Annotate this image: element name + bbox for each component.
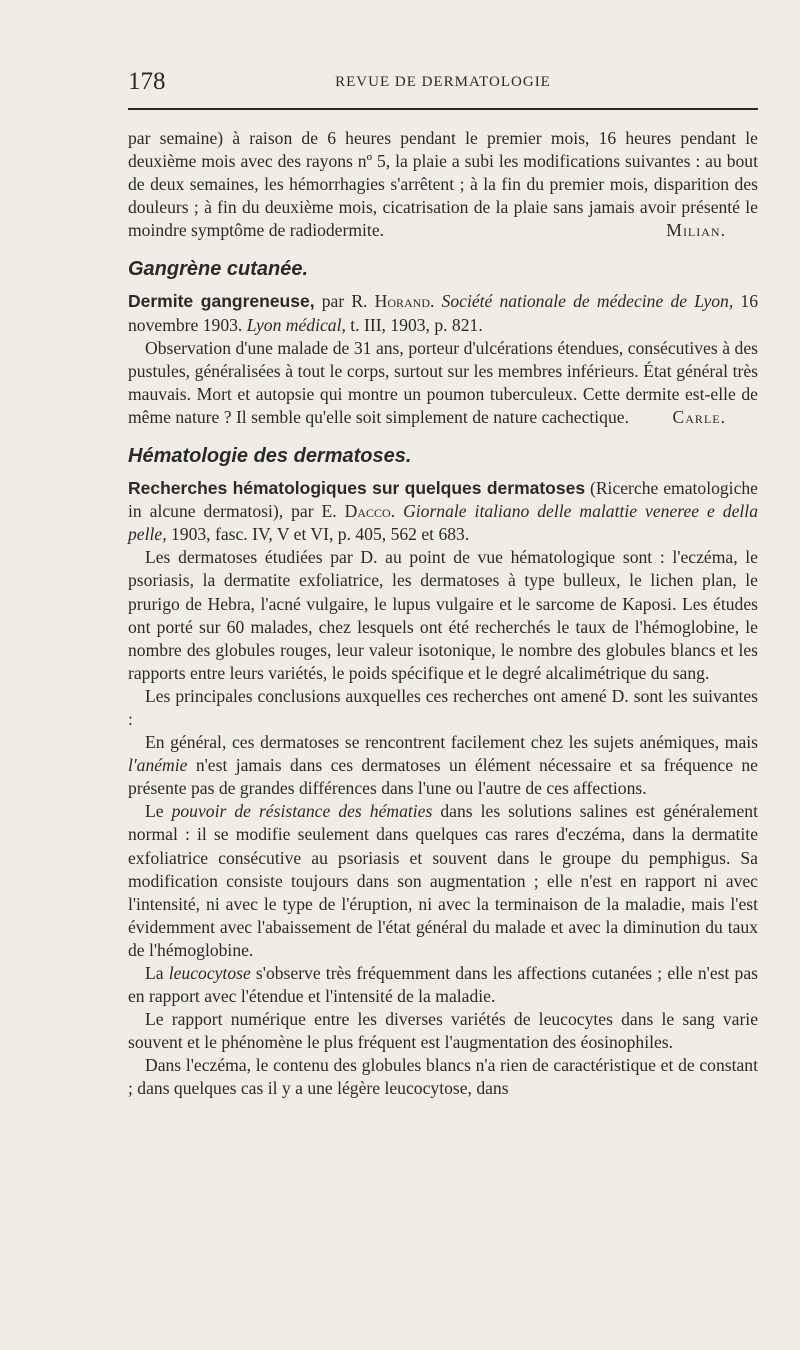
source-horand: Société nationale de médecine de Lyon, [434, 291, 734, 312]
paragraph-4 [128, 800, 758, 962]
author-dacco: Dacco. [344, 501, 396, 522]
page-number: 178 [128, 68, 166, 95]
paragraph-3-part-a: En général, ces dermatoses se rencontrent facilement chez les sujets anémiques, mais [145, 732, 758, 753]
journal-dacco: Giornale italiano delle malattie veneree e della pelle, [128, 501, 758, 545]
paragraph-4-part-b: dans les solutions salines est généralement normal : il se modifie seulement dans quelques cas rares d'eczéma, dans la dermatite exfoliatrice consécutive au psoriasis et souvent dans le groupe du pemphigus. Sa modification consiste toujours dans son augmentation ; elle n'est en rapport ni avec l'intensité, ni avec le type de l'éruption, ni avec la terminaison de la maladie, mais l'est évidemment avec l'abaissement de l'état général du malade et avec la diminution du taux de l'hémoglobine. [128, 801, 758, 960]
by-text: par R. [314, 291, 375, 312]
ref-dacco: 1903, fasc. IV, V et VI, p. 405, 562 et 683. [166, 524, 470, 545]
article-reference-dacco [128, 477, 758, 546]
paragraph-2: Les principales conclusions auxquelles ces recherches ont amené D. sont les suivantes : [128, 685, 758, 729]
paragraph-7: Dans l'eczéma, le contenu des globules blancs n'a rien de caractéristique et de constant ; dans quelques cas il y a une légère leucocytose, dans [128, 1055, 758, 1099]
article-title-horand: Dermite gangreneuse, [128, 291, 315, 312]
ref-horand: t. III, 1903, p. 821. [345, 314, 483, 335]
body-text [128, 127, 758, 1101]
section-heading-gangrene: Gangrène cutanée. [128, 258, 309, 281]
section-heading-hematology: Hématologie des dermatoses. [128, 445, 412, 468]
running-title: REVUE DE DERMATOLOGIE [335, 74, 551, 90]
paragraph-3 [128, 731, 758, 800]
intro-paragraph [128, 127, 758, 242]
paragraph-5 [128, 962, 758, 1008]
intro-signature: Milian. [666, 220, 726, 241]
paragraph-5-part-a: La [145, 963, 169, 983]
signature-carle: Carle. [672, 406, 726, 427]
page-header [128, 68, 758, 98]
paragraph-horand [128, 337, 758, 429]
article-title-dacco: Recherches hématologiques sur quelques dermatoses [128, 478, 586, 499]
paragraph-3-italic: l'anémie [128, 755, 188, 776]
paragraph-5-part-b: s'observe très fréquemment dans les affections cutanées ; elle n'est pas en rapport avec l'étendue et l'intensité de la maladie. [128, 963, 758, 1007]
author-horand: Horand. [374, 291, 435, 312]
paragraph-1: Les dermatoses étudiées par D. au point de vue hématologique sont : l'eczéma, le psoriasis, la dermatite exfoliatrice, les dermatoses à type bulleux, le lichen plan, le prurigo de Hebra, l'acné vulgaire, le lupus vulgaire et le sarcome de Kaposi. Les études ont porté sur 60 malades, chez lesquels ont été recherchés le taux de l'hémoglobine, le nombre des globules rouges, leur valeur isotonique, le nombre des globules blancs et les rapports entre leurs variétés, le poids spécifique et le degré alcalimétrique du sang. [128, 547, 758, 683]
paragraph-3-part-b: n'est jamais dans ces dermatoses un élément nécessaire et sa fréquence ne présente pas de grandes différences dans l'une ou l'autre de ces affections. [128, 755, 758, 799]
journal-horand: Lyon médical, [246, 314, 346, 335]
article-reference-horand [128, 290, 758, 336]
paragraph-4-part-a: Le [145, 801, 172, 822]
date-horand: 16 novembre 1903. [128, 291, 759, 335]
subtitle-dacco: (Ricerche ematologiche in alcune dermatosi), par E. [128, 478, 758, 522]
paragraph-4-italic: pouvoir de résistance des hématies [171, 801, 433, 822]
paragraph-horand-text: Observation d'une malade de 31 ans, porteur d'ulcérations étendues, consécutives à des pustules, généralisées à tout le corps, surtout sur les membres inférieurs. État général très mauvais. Mort et autopsie qui montre un poumon tuberculeux. Cette dermite est-elle de même nature ? Il semble qu'elle soit simplement de nature cachectique. [128, 337, 758, 427]
paragraph-5-italic: leucocytose [168, 963, 251, 983]
intro-text: par semaine) à raison de 6 heures pendant le premier mois, 16 heures pendant le deuxième mois avec des rayons nº 5, la plaie a subi les modifications suivantes : au bout de deux semaines, les hémorrhagies s'arrêtent ; à la fin du premier mois, disparition des douleurs ; à fin du deuxième mois, cicatrisation de la plaie sans jamais avoir présenté le moindre symptôme de radiodermite. [128, 128, 758, 241]
header-rule [128, 108, 758, 110]
paragraph-6: Le rapport numérique entre les diverses variétés de leucocytes dans le sang varie souvent et le phénomène le plus fréquent est l'augmentation des éosinophiles. [128, 1009, 758, 1053]
